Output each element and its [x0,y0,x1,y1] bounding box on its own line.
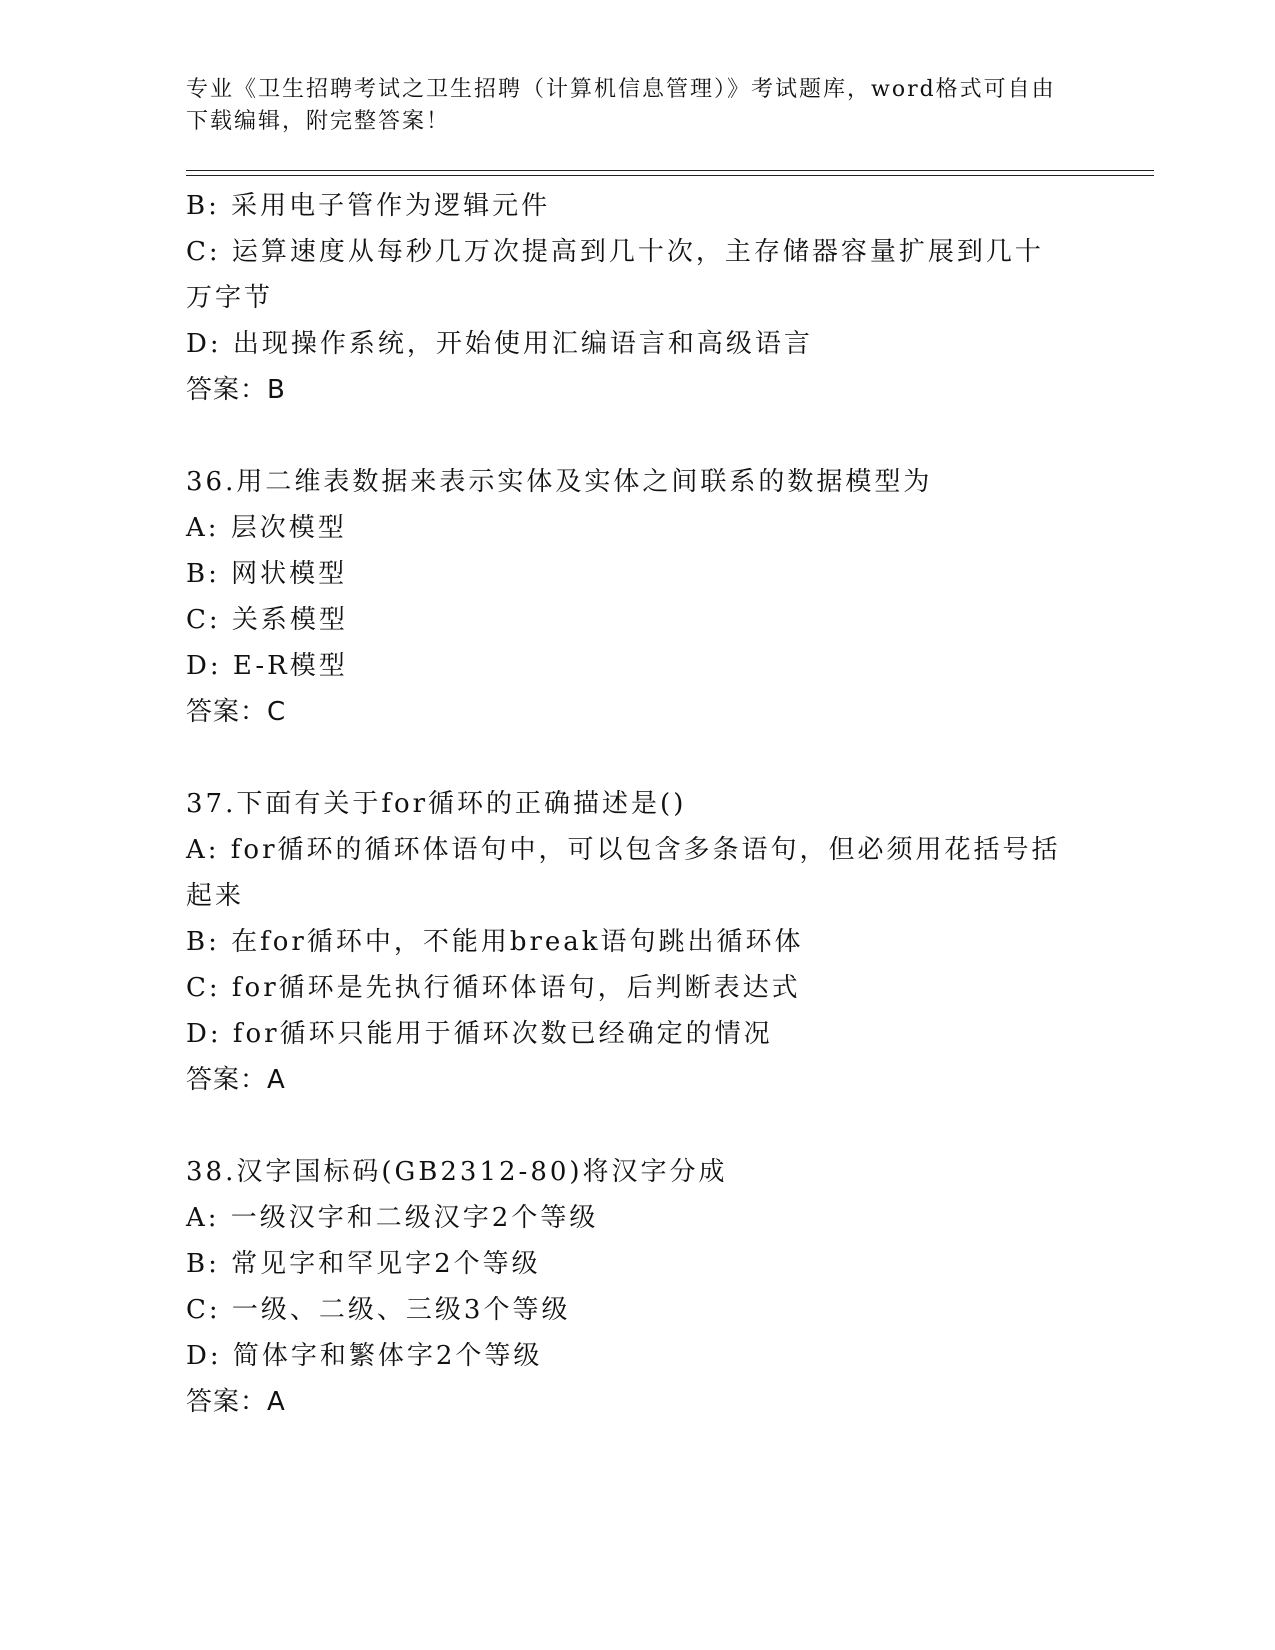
option-a: A: 一级汉字和二级汉字2个等级 [186,1203,599,1233]
answer: 答案：A [186,1387,286,1417]
option-b: B: 采用电子管作为逻辑元件 [186,191,551,221]
answer: 答案：A [186,1065,286,1095]
answer: 答案：B [186,375,286,405]
option-c: C: 关系模型 [186,605,348,635]
question-38 [186,1149,1066,1425]
question-content [186,183,1066,1425]
answer: 答案：C [186,697,287,727]
question-37 [186,781,1066,1103]
question-stem: 38.汉字国标码(GB2312-80)将汉字分成 [186,1157,728,1187]
option-b: B: 常见字和罕见字2个等级 [186,1249,541,1279]
option-c: C: 运算速度从每秒几万次提高到几十次，主存储器容量扩展到几十万字节 [186,237,1044,313]
document-header: 专业《卫生招聘考试之卫生招聘（计算机信息管理）》考试题库，word格式可自由下载编辑，附完整答案！ [186,77,1056,134]
option-c: C: 一级、二级、三级3个等级 [186,1295,571,1325]
question-stem: 36.用二维表数据来表示实体及实体之间联系的数据模型为 [186,467,933,497]
option-a: A: for循环的循环体语句中，可以包含多条语句，但必须用花括号括起来 [186,835,1061,911]
option-b: B: 网状模型 [186,559,348,589]
option-b: B: 在for循环中，不能用break语句跳出循环体 [186,927,804,957]
header-rule-top [186,170,1154,171]
option-d: D: E-R模型 [186,651,348,681]
question-35-partial [186,183,1066,413]
option-d: D: 简体字和繁体字2个等级 [186,1341,543,1371]
question-36 [186,459,1066,735]
question-stem: 37.下面有关于for循环的正确描述是() [186,789,687,819]
option-c: C: for循环是先执行循环体语句，后判断表达式 [186,973,801,1003]
option-a: A: 层次模型 [186,513,347,543]
option-d: D: for循环只能用于循环次数已经确定的情况 [186,1019,773,1049]
header-rule-bottom [186,175,1154,176]
option-d: D: 出现操作系统，开始使用汇编语言和高级语言 [186,329,813,359]
